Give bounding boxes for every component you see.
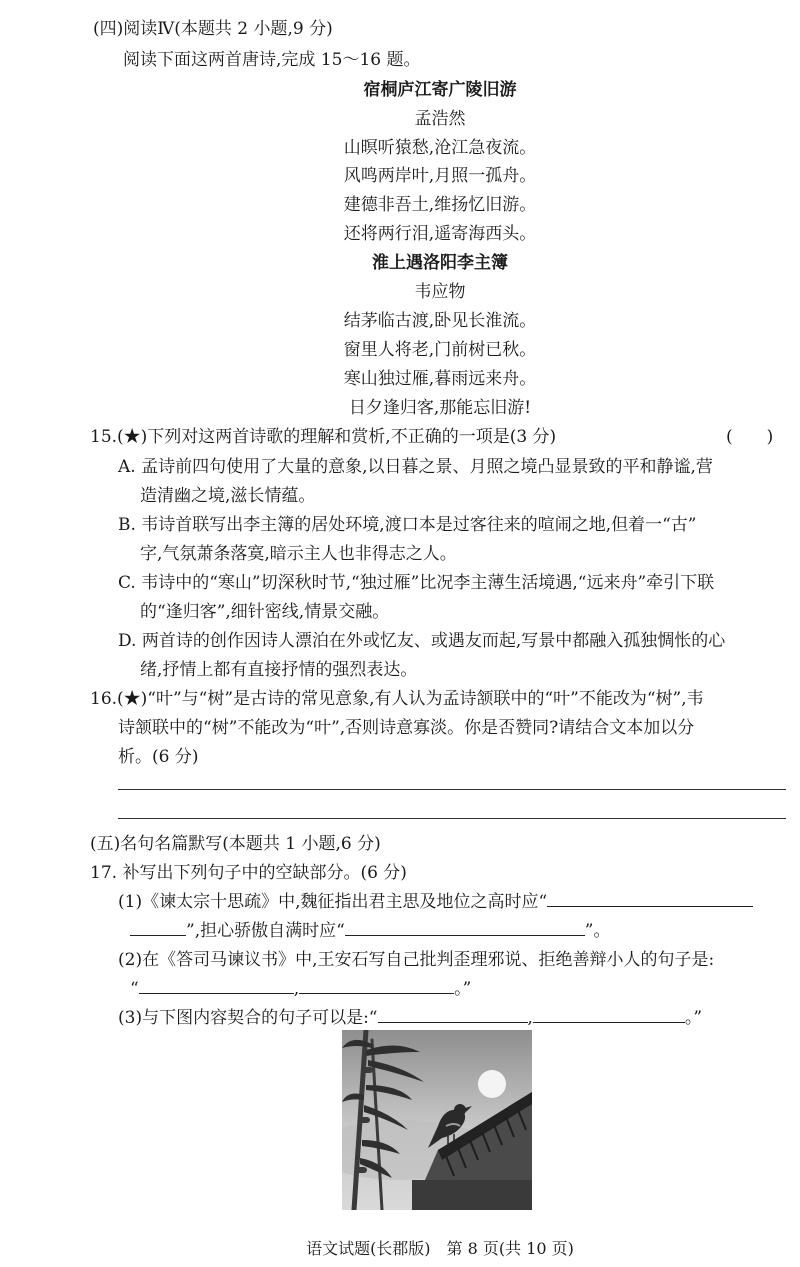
fill-blank[interactable]: [533, 1006, 685, 1023]
poem-1-author: 孟浩然: [414, 109, 466, 129]
subquestion-3-text: (3)与下图内容契合的句子可以是:“: [118, 1008, 378, 1028]
fill-blank[interactable]: [345, 919, 585, 936]
moon-icon: [478, 1070, 506, 1098]
subquestion-2-cont: [130, 974, 471, 999]
fill-blank[interactable]: [378, 1006, 528, 1023]
question-16-line: 16.(★)“叶”与“树”是古诗的常见意象,有人认为孟诗颔联中的“叶”不能改为“树”,韦: [90, 689, 704, 709]
option-b-cont: 字,气氛萧条落寞,暗示主人也非得志之人。: [140, 544, 457, 564]
option-b[interactable]: B. 韦诗首联写出李主簿的居处环境,渡口本是过客往来的喧闹之地,但着一“古”: [118, 515, 697, 535]
poem-line: 寒山独过雁,暮雨远来舟。: [343, 369, 537, 389]
poem-line: 风鸣两岸叶,月照一孤舟。: [343, 166, 537, 186]
subquestion-2: (2)在《答司马谏议书》中,王安石写自己批判歪理邪说、拒绝善辩小人的句子是:: [118, 950, 715, 970]
option-c[interactable]: C. 韦诗中的“寒山”切深秋时节,“独过雁”比况李主薄生活境遇,“远来舟”牵引下联: [118, 573, 715, 593]
fill-blank[interactable]: [299, 977, 454, 994]
fill-blank[interactable]: [130, 919, 186, 936]
option-a-cont: 造清幽之境,滋长情蕴。: [140, 486, 316, 506]
question-16-line: 诗颔联中的“树”不能改为“叶”,否则诗意寡淡。你是否赞同?请结合文本加以分: [118, 718, 695, 738]
answer-line[interactable]: [118, 818, 786, 819]
option-d-cont: 绪,抒情上都有直接抒情的强烈表达。: [140, 660, 418, 680]
subquestion-1-text-b: ”,担心骄傲自满时应“: [186, 921, 345, 941]
answer-line[interactable]: [118, 789, 786, 790]
question-15-stem: 15.(★)下列对这两首诗歌的理解和赏析,不正确的一项是(3 分): [90, 427, 557, 447]
comma: ,: [527, 1008, 533, 1028]
poem-line: 结茅临古渡,卧见长淮流。: [343, 311, 537, 331]
fill-blank[interactable]: [547, 890, 753, 907]
subquestion-1-text: (1)《谏太宗十思疏》中,魏征指出君主思及地位之高时应“: [118, 892, 548, 912]
option-c-cont: 的“逢归客”,细针密线,情景交融。: [140, 602, 390, 622]
question-17-stem: 17. 补写出下列句子中的空缺部分。(6 分): [90, 863, 407, 883]
poem-line: 山暝听猿愁,沧江急夜流。: [343, 138, 537, 158]
fill-blank[interactable]: [139, 977, 294, 994]
poem-line: 建德非吾土,维扬忆旧游。: [343, 195, 537, 215]
open-quote: “: [130, 979, 139, 999]
poem-line: 日夕逢归客,那能忘旧游!: [348, 398, 532, 418]
close-quote: 。”: [684, 1008, 703, 1028]
poem-2-title: 淮上遇洛阳李主簿: [372, 253, 508, 273]
poem-1-title: 宿桐庐江寄广陵旧游: [363, 80, 517, 100]
section-header-4: (四)阅读Ⅳ(本题共 2 小题,9 分): [93, 19, 333, 39]
close-quote: 。”: [454, 979, 472, 999]
page-footer: 语文试题(长郡版) 第 8 页(共 10 页): [306, 1239, 574, 1258]
poem-line: 窗里人将老,门前树已秋。: [343, 340, 537, 360]
option-a[interactable]: A. 孟诗前四句使用了大量的意象,以日暮之景、月照之境凸显景致的平和静谧,营: [118, 457, 713, 477]
poem-line: 还将两行泪,遥寄海西头。: [343, 224, 537, 244]
answer-bracket[interactable]: ( ): [726, 427, 774, 447]
poem-2-author: 韦应物: [414, 282, 466, 302]
subquestion-1-text-c: ”。: [584, 921, 611, 941]
comma: ,: [293, 979, 300, 999]
subquestion-1: [118, 887, 753, 912]
subquestion-1-cont: [130, 916, 611, 941]
bird-on-roof-illustration: [342, 1030, 532, 1210]
subquestion-3: [118, 1003, 702, 1028]
question-16-line: 析。(6 分): [118, 747, 199, 767]
section-header-5: (五)名句名篇默写(本题共 1 小题,6 分): [90, 834, 381, 854]
option-d[interactable]: D. 两首诗的创作因诗人漂泊在外或忆友、或遇友而起,写景中都融入孤独惆怅的心: [118, 631, 726, 651]
section-intro: 阅读下面这两首唐诗,完成 15～16 题。: [123, 50, 421, 70]
